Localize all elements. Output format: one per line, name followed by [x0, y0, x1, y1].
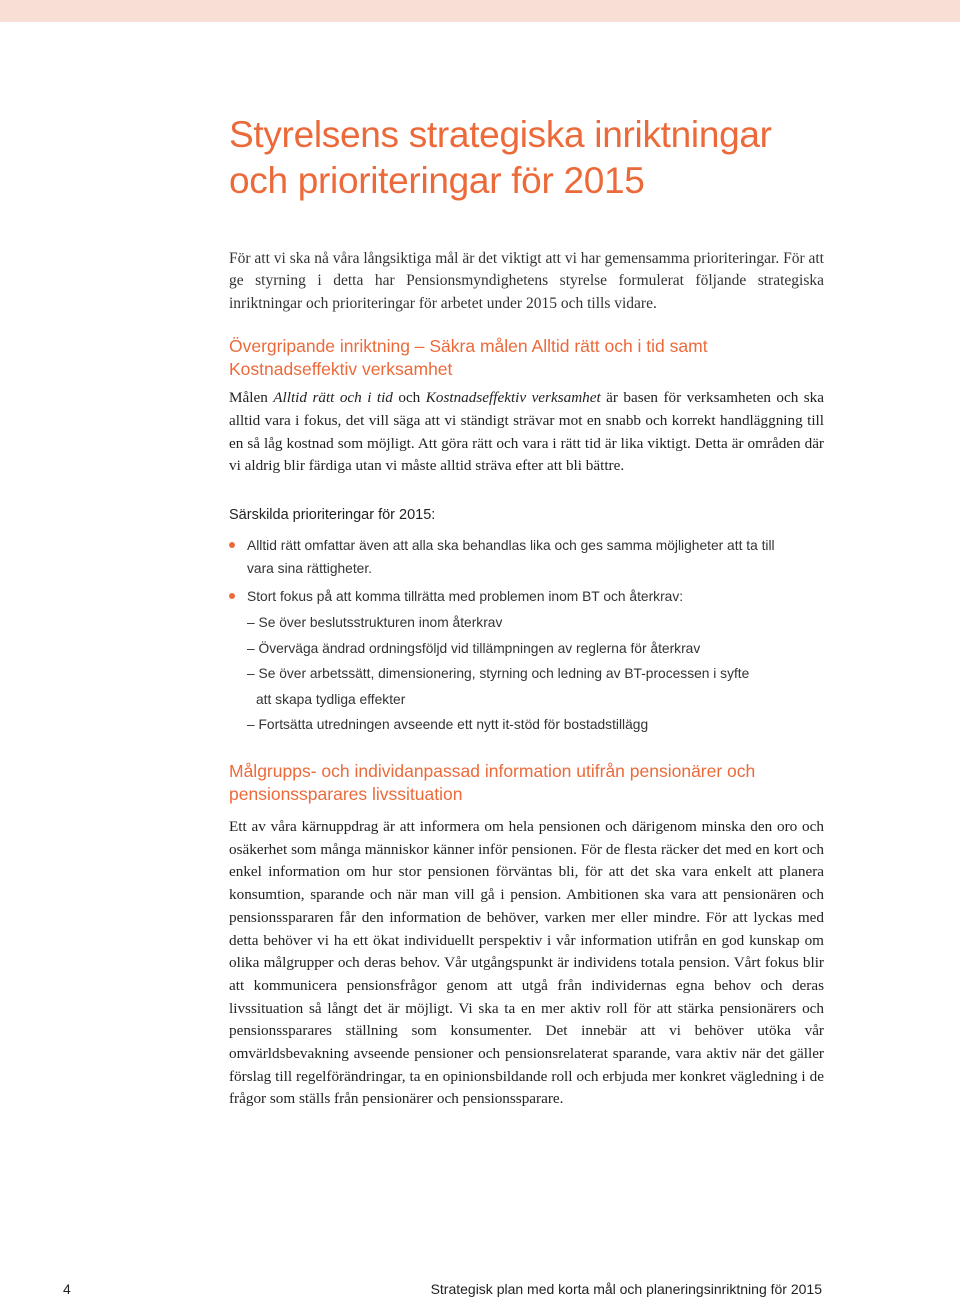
bullet2-text: Stort fokus på att komma tillrätta med problemen inom BT och återkrav:: [247, 589, 684, 605]
priorities-list: [229, 534, 824, 738]
top-color-band: [0, 0, 960, 22]
list-item: [229, 534, 824, 580]
sub-list-item: – Fortsätta utredningen avseende ett nytt it-stöd för bostadstillägg: [247, 717, 649, 733]
title-line-2: och prioriteringar för 2015: [229, 160, 645, 201]
page-title: [229, 112, 824, 204]
section2-heading-line-1: Målgrupps- och individanpassad information utifrån pensionärer och: [229, 761, 756, 781]
section2-heading-line-2: pensionssparares livssituation: [229, 784, 463, 804]
section-heading-overall-direction: [229, 335, 824, 381]
section2-paragraph: Ett av våra kärnuppdrag är att informera om hela pensionen och därigenom minska den oro och osäkerhet som många människor känner inför pensionen. För de flesta räcker det med en kort och enkel information om hur stor pensionen förväntas bli, för att det ska vara enkelt att planera konsumtion, sparande och när man vill gå i pension. Ambitionen ska vara att pensionären och pensionsspararen får den information de behöver, varken mer eller mindre. För att lyckas med detta behöver vi ha ett ökat individuellt perspektiv i vår information utifrån en god kunskap om olika målgrupper och deras behov. Vår utgångspunkt är individens totala pension. Vårt fokus blir att kommunicera pensionsfrågor genom att utgå från individernas egna behov och deras livssituation så långt det är möjligt. Vi ska ta en mer aktiv roll för att stärka pensionärers och pensionssparares ställning som konsumenter. Det innebär att vi behöver utöka vår omvärldsbevakning avseende pensioner och pensionsrelaterat sparande, vara aktiv när det gäller förslag till regelförändringar, ta en opinionsbildande roll och erbjuda mer konkret vägledning i de frågor som ställs från pensionärer och pensionssparare.: [229, 818, 824, 1108]
bullet1-line-2: vara sina rättigheter.: [247, 561, 373, 577]
intro-paragraph: För att vi ska nå våra långsiktiga mål är det viktigt att vi har gemensamma prioriteringar. För att ge styrning i detta har Pensionsmyndighetens styrelse formulerat följande strategiska inriktningar och prioriteringar för arbetet under 2015 och tills vidare.: [229, 250, 824, 312]
list-item: [229, 585, 824, 738]
goal-cost-effective: Kostnadseffektiv verksamhet: [425, 389, 601, 407]
bullet-dot-icon: [229, 542, 235, 548]
sub3-line-2: att skapa tydliga effekter: [256, 691, 406, 707]
section-heading-targeted-information: [229, 760, 824, 806]
bullet-dot-icon: [229, 593, 235, 599]
footer-document-title: Strategisk plan med korta mål och planeringsinriktning för 2015: [430, 1281, 822, 1297]
sub-list-item: – Överväga ändrad ordningsföljd vid tillämpningen av reglerna för återkrav: [247, 640, 701, 656]
priorities-heading: Särskilda prioriteringar för 2015:: [229, 507, 436, 524]
section1-heading-line-2: Kostnadseffektiv verksamhet: [229, 359, 453, 380]
section1-text-mid: och: [392, 389, 426, 407]
bullet1-line-1: Alltid rätt omfattar även att alla ska behandlas lika och ges samma möjligheter att ta till: [247, 538, 775, 554]
section1-text-start: Målen: [229, 389, 274, 407]
sub-list-item: [247, 661, 824, 712]
section1-text-end: är basen för verksamheten och ska alltid vara i fokus, det vill säga att vi ständigt strävar mot en snabb och korrekt handläggning till en så låg kostnad som möjligt. Att göra rätt och vara i rätt tid är lika viktigt. Detta är områden där vi aldrig blir färdiga utan vi måste alltid sträva efter att bli bättre.: [229, 389, 824, 475]
title-line-1: Styrelsens strategiska inriktningar: [229, 114, 772, 155]
goal-always-right-on-time: Alltid rätt och i tid: [273, 389, 393, 407]
sub-list-item: – Se över beslutsstrukturen inom återkrav: [247, 615, 503, 631]
sub3-line-1: – Se över arbetssätt, dimensionering, styrning och ledning av BT-processen i syfte: [247, 666, 750, 682]
page-number: 4: [63, 1281, 71, 1297]
section1-heading-line-1: Övergripande inriktning – Säkra målen Alltid rätt och i tid samt: [229, 336, 708, 357]
sub-list: [247, 610, 824, 738]
section1-paragraph: [229, 387, 824, 478]
page-content: [229, 112, 824, 1111]
